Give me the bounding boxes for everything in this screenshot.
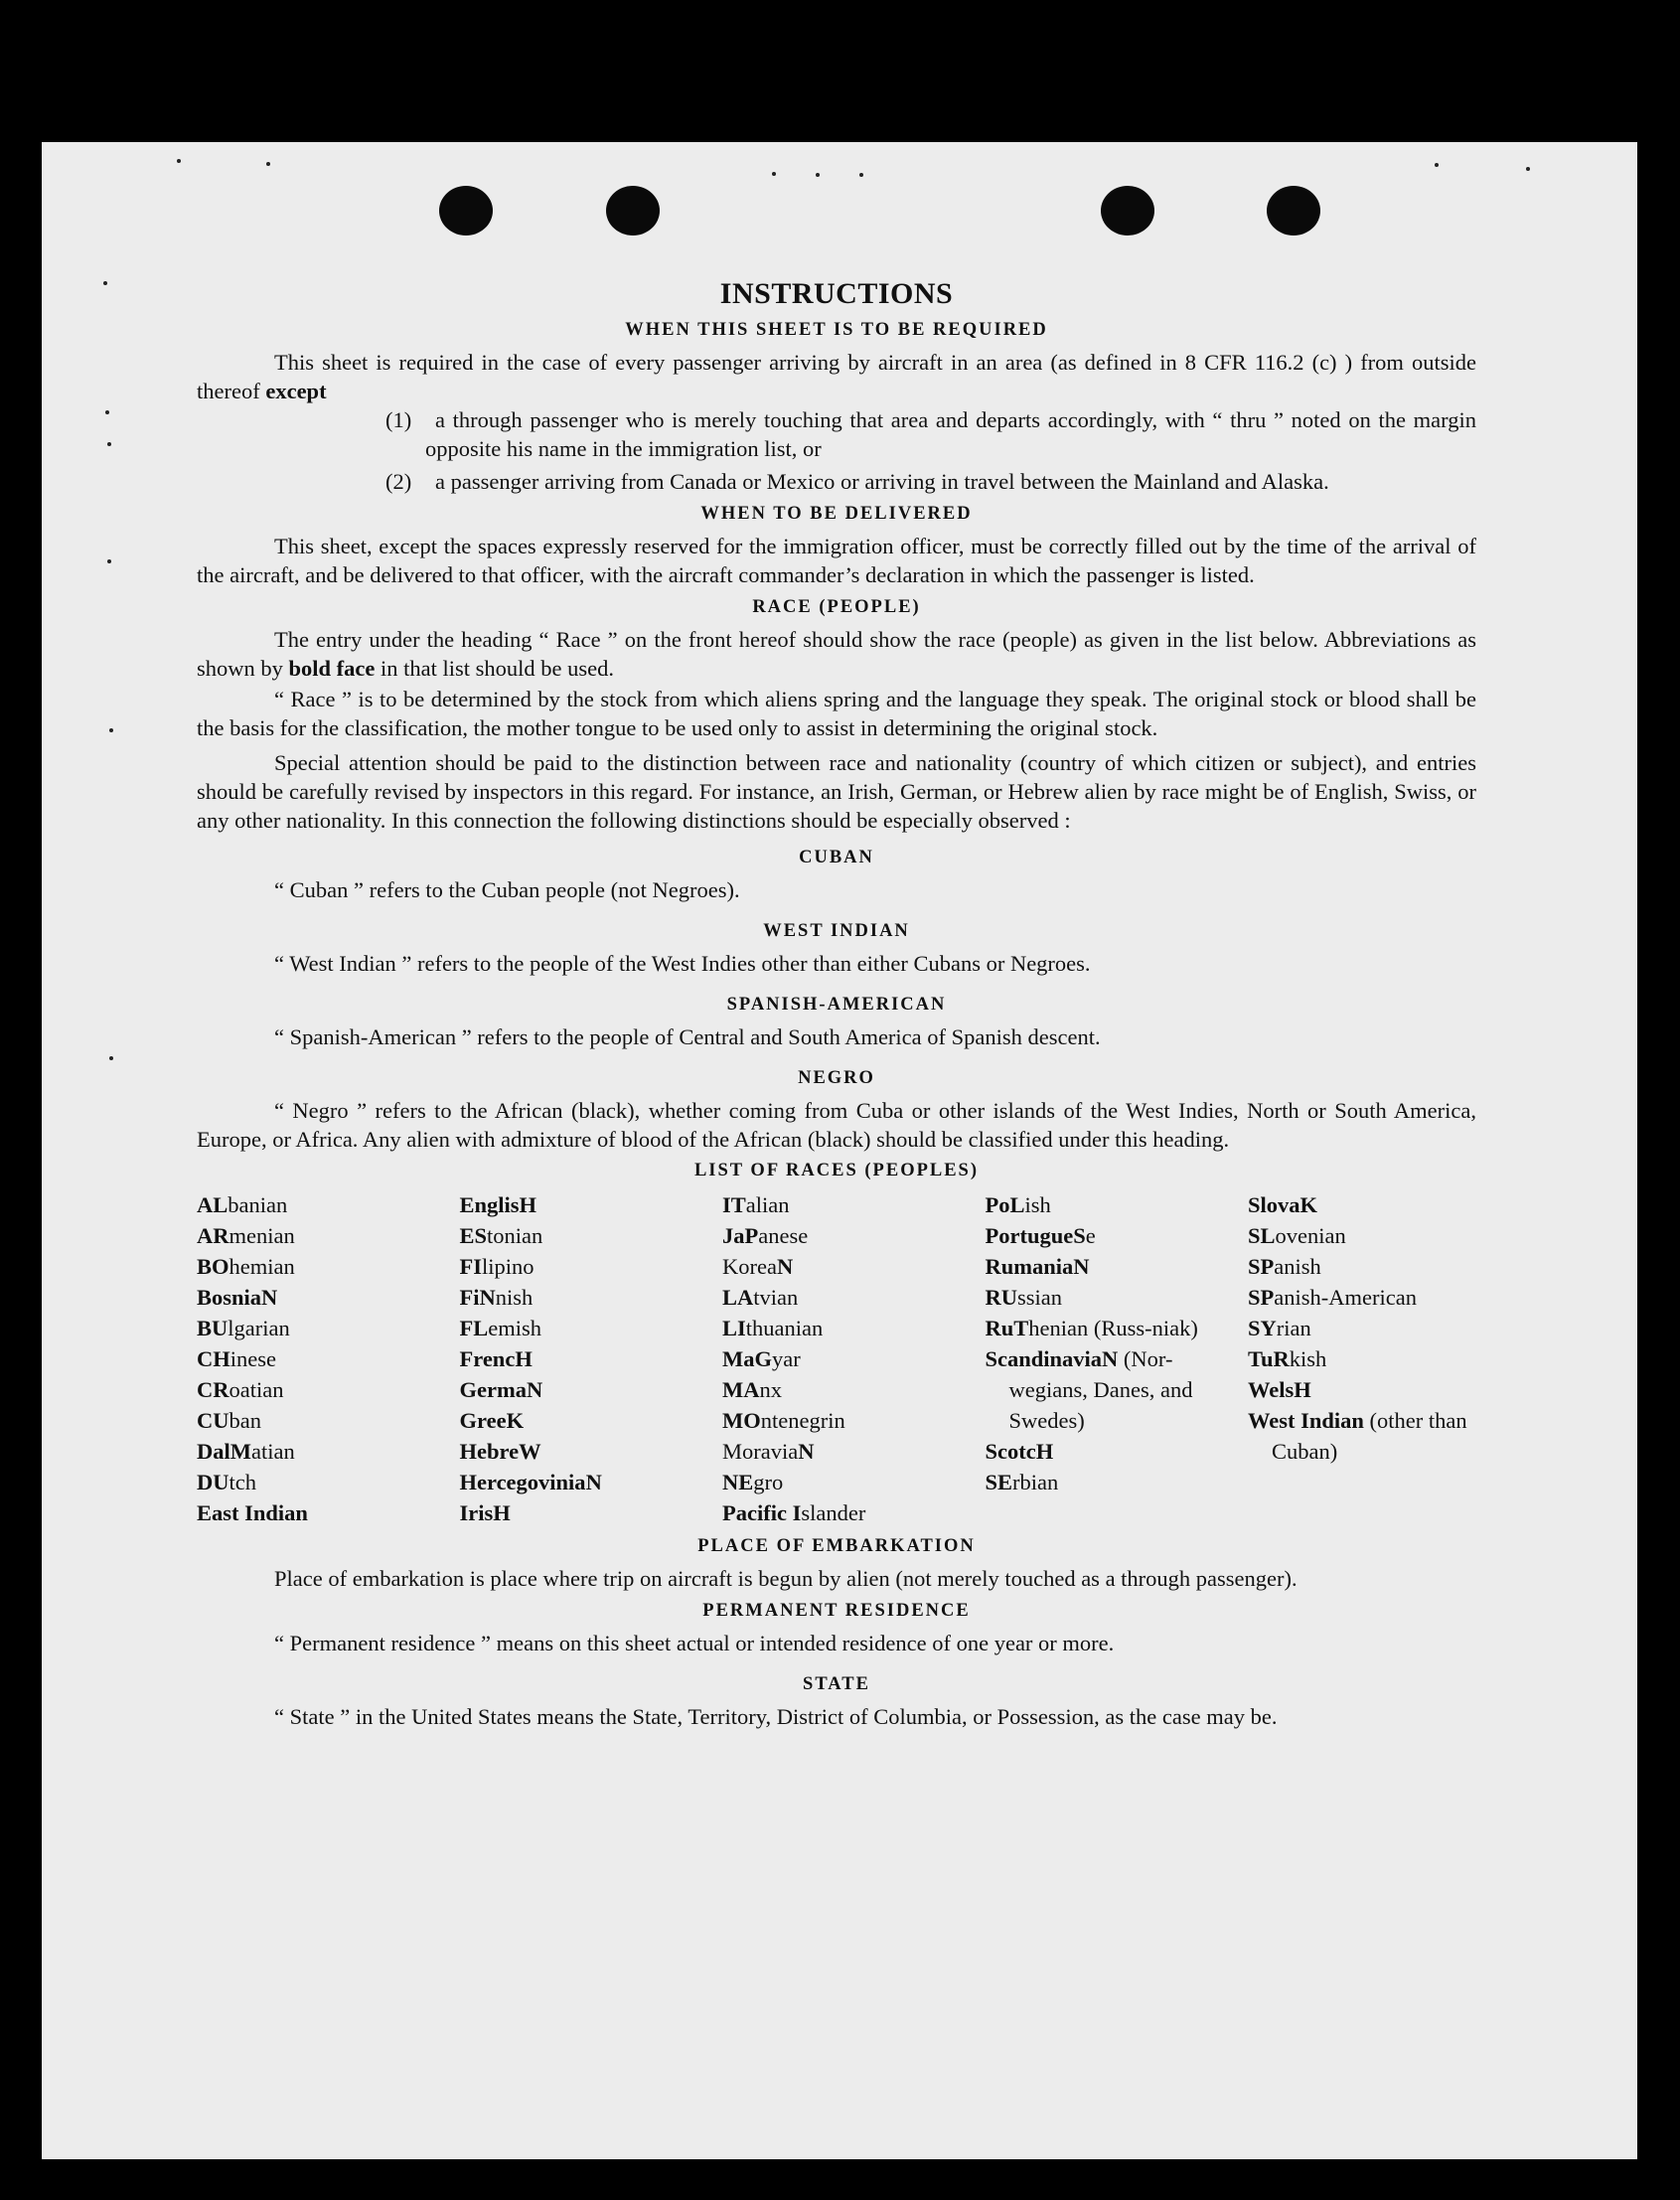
race-paragraph-1 bbox=[197, 625, 1476, 683]
race-entry bbox=[986, 1220, 1214, 1251]
race-abbrev: H bbox=[493, 1500, 511, 1525]
race-rest: lipino bbox=[482, 1254, 535, 1279]
race-entry bbox=[460, 1343, 688, 1374]
section-heading-required: WHEN THIS SHEET IS TO BE REQUIRED bbox=[625, 320, 1048, 340]
race-p1-bold: bold face bbox=[288, 656, 376, 681]
race-entry bbox=[986, 1436, 1214, 1467]
race-abbrev: BO bbox=[197, 1254, 229, 1279]
races-column bbox=[460, 1189, 688, 1528]
race-rest: emish bbox=[488, 1316, 542, 1340]
race-rest: lgarian bbox=[228, 1316, 290, 1340]
race-rest: banian bbox=[228, 1192, 288, 1217]
race-abbrev: CH bbox=[197, 1346, 230, 1371]
race-abbrev: Po bbox=[985, 1192, 1010, 1217]
race-rest: tvian bbox=[753, 1285, 799, 1310]
race-abbrev: N bbox=[479, 1285, 496, 1310]
item-number: (2) bbox=[385, 469, 412, 494]
races-column bbox=[1248, 1189, 1476, 1528]
race-rest: ssian bbox=[1017, 1285, 1062, 1310]
race-abbrev: CR bbox=[197, 1377, 229, 1402]
race-entry bbox=[986, 1282, 1214, 1313]
race-rest: (other than Cuban) bbox=[1272, 1408, 1467, 1464]
race-entry bbox=[197, 1313, 425, 1343]
race-rest: e bbox=[1085, 1223, 1096, 1248]
item-number: (1) bbox=[385, 407, 412, 432]
race-paragraph-3: Special attention should be paid to the distinction between race and nationality (country of which citizen or subject), and entries should be carefully revised by inspectors in this regard. For instance, an Irish, German, or Hebrew alien by race might be of English, Swiss, or any other nationality. In this connection the following distinctions should be especially observed : bbox=[197, 750, 1476, 833]
race-rest: Moravia bbox=[722, 1439, 799, 1464]
race-entry bbox=[1248, 1282, 1476, 1313]
race-entry bbox=[1248, 1343, 1476, 1374]
race-entry bbox=[197, 1436, 425, 1467]
race-entry bbox=[1248, 1374, 1476, 1405]
race-abbrev: G bbox=[754, 1346, 773, 1371]
item-text: a passenger arriving from Canada or Mexico or arriving in travel between the Mainland and Alaska. bbox=[435, 469, 1329, 494]
race-p1-text: The entry under the heading “ Race ” on the front hereof should show the race (people) as given in the list below. Abbreviations as shown by bbox=[197, 627, 1476, 681]
race-entry bbox=[460, 1405, 688, 1436]
race-abbrev: LA bbox=[722, 1285, 754, 1310]
race-entry bbox=[460, 1467, 688, 1497]
document-sheet bbox=[42, 142, 1637, 2159]
race-abbrev: Tu bbox=[1248, 1346, 1274, 1371]
cuban-text: “ Cuban ” refers to the Cuban people (not Negroes). bbox=[274, 877, 740, 902]
race-entry bbox=[197, 1189, 425, 1220]
race-abbrev: LI bbox=[722, 1316, 746, 1340]
race-p1-text-end: in that list should be used. bbox=[381, 656, 615, 681]
race-rest: rian bbox=[1276, 1316, 1311, 1340]
race-rest: thuanian bbox=[745, 1316, 824, 1340]
race-entry bbox=[722, 1374, 951, 1405]
punch-hole bbox=[1267, 186, 1320, 236]
race-entry bbox=[722, 1436, 951, 1467]
race-abbrev: Ma bbox=[722, 1346, 755, 1371]
negro-text: “ Negro ” refers to the African (black), whether coming from Cuba or other islands of the West Indies, North or South America, Europe, or Africa. Any alien with admixture of blood of the African (black) should be classified under this heading. bbox=[197, 1098, 1476, 1152]
race-entry bbox=[722, 1405, 951, 1436]
race-abbrev: MO bbox=[722, 1408, 761, 1433]
race-abbrev: AR bbox=[197, 1223, 229, 1248]
race-abbrev: Rumania bbox=[985, 1254, 1074, 1279]
section-heading-state: STATE bbox=[803, 1674, 870, 1694]
race-rest: slander bbox=[801, 1500, 866, 1525]
section-heading-spanish-american: SPANISH-AMERICAN bbox=[726, 995, 947, 1015]
speck bbox=[107, 559, 111, 563]
race-entry bbox=[197, 1343, 425, 1374]
race-abbrev: Englis bbox=[459, 1192, 520, 1217]
race-entry bbox=[986, 1189, 1214, 1220]
race-abbrev: FI bbox=[459, 1254, 482, 1279]
list-of-races-heading: LIST OF RACES (PEOPLES) bbox=[693, 1161, 980, 1180]
race-abbrev: East Indian bbox=[197, 1500, 308, 1525]
west-indian-text: “ West Indian ” refers to the people of the West Indies other than either Cubans or Negroes. bbox=[274, 951, 1091, 976]
required-item-1 bbox=[197, 405, 1476, 463]
race-entry bbox=[197, 1251, 425, 1282]
speck bbox=[266, 162, 270, 166]
race-abbrev: Slova bbox=[1248, 1192, 1300, 1217]
speck bbox=[816, 173, 820, 177]
race-abbrev: N bbox=[776, 1254, 794, 1279]
section-heading-embarkation: PLACE OF EMBARKATION bbox=[697, 1536, 976, 1556]
race-abbrev: SL bbox=[1248, 1223, 1276, 1248]
speck bbox=[103, 281, 107, 285]
race-abbrev: AL bbox=[197, 1192, 229, 1217]
race-rest: tch bbox=[229, 1470, 256, 1494]
page-title: INSTRUCTIONS bbox=[719, 277, 954, 310]
race-abbrev: SY bbox=[1248, 1316, 1277, 1340]
race-entry bbox=[722, 1497, 951, 1528]
race-entry bbox=[722, 1251, 951, 1282]
race-rest: alian bbox=[745, 1192, 790, 1217]
race-abbrev: Ru bbox=[985, 1316, 1014, 1340]
section-heading-negro: NEGRO bbox=[798, 1068, 875, 1088]
race-entry bbox=[1248, 1405, 1476, 1467]
required-item-2 bbox=[197, 467, 1476, 496]
race-entry bbox=[986, 1343, 1214, 1436]
race-abbrev: N bbox=[798, 1439, 815, 1464]
race-abbrev: ES bbox=[459, 1223, 488, 1248]
race-rest: hemian bbox=[229, 1254, 295, 1279]
race-abbrev: N bbox=[1102, 1346, 1119, 1371]
race-abbrev: S bbox=[1073, 1223, 1086, 1248]
race-abbrev: P bbox=[744, 1223, 759, 1248]
section-heading-residence: PERMANENT RESIDENCE bbox=[702, 1601, 971, 1621]
race-entry bbox=[197, 1374, 425, 1405]
speck bbox=[772, 172, 776, 176]
speck bbox=[859, 173, 863, 177]
speck bbox=[1435, 163, 1439, 167]
race-entry bbox=[460, 1497, 688, 1528]
race-rest: Korea bbox=[722, 1254, 777, 1279]
race-entry bbox=[722, 1282, 951, 1313]
race-abbrev: NE bbox=[722, 1470, 754, 1494]
race-entry bbox=[197, 1282, 425, 1313]
race-abbrev: SP bbox=[1248, 1285, 1275, 1310]
speck bbox=[107, 442, 111, 446]
race-entry bbox=[197, 1497, 425, 1528]
race-abbrev: Ja bbox=[722, 1223, 745, 1248]
races-list bbox=[197, 1189, 1476, 1528]
race-abbrev: T bbox=[1013, 1316, 1029, 1340]
race-rest: gro bbox=[753, 1470, 784, 1494]
required-intro-bold: except bbox=[265, 379, 327, 403]
race-entry bbox=[460, 1282, 688, 1313]
state-text: “ State ” in the United States means the State, Territory, District of Columbia, or Possession, as the case may be. bbox=[274, 1704, 1278, 1729]
race-entry bbox=[1248, 1189, 1476, 1220]
race-abbrev: SE bbox=[985, 1470, 1013, 1494]
race-abbrev: H bbox=[1035, 1439, 1054, 1464]
race-abbrev: H bbox=[1294, 1377, 1311, 1402]
race-paragraph-2: “ Race ” is to be determined by the stock from which aliens spring and the language they speak. The original stock or blood shall be the basis for the classification, the mother tongue to be used only to assist in determining the original stock. bbox=[197, 687, 1476, 740]
race-entry bbox=[197, 1467, 425, 1497]
races-column bbox=[986, 1189, 1214, 1528]
race-entry bbox=[722, 1343, 951, 1374]
race-abbrev: H bbox=[515, 1346, 533, 1371]
section-heading-west-indian: WEST INDIAN bbox=[763, 921, 910, 941]
race-entry bbox=[460, 1313, 688, 1343]
race-abbrev: IT bbox=[722, 1192, 746, 1217]
section-heading-race: RACE (PEOPLE) bbox=[752, 597, 921, 617]
race-entry bbox=[1248, 1313, 1476, 1343]
race-abbrev: MA bbox=[722, 1377, 760, 1402]
race-abbrev: L bbox=[1009, 1192, 1025, 1217]
race-abbrev: Dal bbox=[197, 1439, 230, 1464]
race-rest: anish-American bbox=[1274, 1285, 1417, 1310]
race-entry bbox=[986, 1467, 1214, 1497]
race-abbrev: Frenc bbox=[459, 1346, 516, 1371]
race-abbrev: N bbox=[261, 1285, 278, 1310]
speck bbox=[105, 410, 109, 414]
race-rest: ish bbox=[1024, 1192, 1051, 1217]
race-rest: tonian bbox=[487, 1223, 543, 1248]
race-rest: kish bbox=[1289, 1346, 1327, 1371]
race-abbrev: H bbox=[519, 1192, 537, 1217]
race-abbrev: M bbox=[229, 1439, 251, 1464]
race-entry bbox=[722, 1189, 951, 1220]
race-entry bbox=[722, 1220, 951, 1251]
race-abbrev: West Indian bbox=[1248, 1408, 1364, 1433]
race-abbrev: N bbox=[1073, 1254, 1090, 1279]
race-entry bbox=[460, 1220, 688, 1251]
race-abbrev: DU bbox=[197, 1470, 229, 1494]
race-abbrev: Bosnia bbox=[197, 1285, 262, 1310]
delivered-text: This sheet, except the spaces expressly reserved for the immigration officer, must be correctly filled out by the time of the arrival of the aircraft, and be delivered to that officer, with the aircraft commander’s declaration in which the passenger is listed. bbox=[197, 534, 1476, 587]
race-abbrev: SP bbox=[1248, 1254, 1275, 1279]
instructions-body bbox=[197, 276, 1476, 1731]
race-abbrev: RU bbox=[985, 1285, 1017, 1310]
race-abbrev: Hebre bbox=[459, 1439, 520, 1464]
race-rest: atian bbox=[251, 1439, 295, 1464]
race-entry bbox=[986, 1251, 1214, 1282]
race-entry bbox=[460, 1189, 688, 1220]
race-abbrev: Iris bbox=[459, 1500, 494, 1525]
race-abbrev: R bbox=[1273, 1346, 1290, 1371]
race-rest: oatian bbox=[229, 1377, 284, 1402]
race-rest: nx bbox=[759, 1377, 782, 1402]
race-rest: ntenegrin bbox=[760, 1408, 845, 1433]
race-abbrev: Hercegovinia bbox=[459, 1470, 586, 1494]
race-abbrev: Portugue bbox=[985, 1223, 1074, 1248]
race-abbrev: K bbox=[1299, 1192, 1318, 1217]
race-rest: (Nor-wegians, Danes, and Swedes) bbox=[1008, 1346, 1193, 1433]
race-entry bbox=[722, 1313, 951, 1343]
speck bbox=[109, 1056, 113, 1060]
race-abbrev: BU bbox=[197, 1316, 229, 1340]
race-entry bbox=[1248, 1220, 1476, 1251]
race-abbrev: Gree bbox=[459, 1408, 507, 1433]
punch-hole bbox=[1101, 186, 1154, 236]
race-rest: ban bbox=[229, 1408, 261, 1433]
race-abbrev: Scotc bbox=[985, 1439, 1036, 1464]
race-rest: nish bbox=[495, 1285, 534, 1310]
races-column bbox=[722, 1189, 951, 1528]
punch-hole bbox=[606, 186, 660, 236]
race-abbrev: Germa bbox=[459, 1377, 527, 1402]
race-rest: yar bbox=[772, 1346, 801, 1371]
races-column bbox=[197, 1189, 425, 1528]
race-entry bbox=[722, 1467, 951, 1497]
race-entry bbox=[460, 1251, 688, 1282]
race-abbrev: Pacific I bbox=[722, 1500, 802, 1525]
race-abbrev: CU bbox=[197, 1408, 229, 1433]
race-entry bbox=[197, 1405, 425, 1436]
required-intro-text: This sheet is required in the case of every passenger arriving by aircraft in an area (as defined in 8 CFR 116.2 (c) ) from outside thereof bbox=[197, 350, 1476, 403]
speck bbox=[177, 159, 181, 163]
race-rest: henian (Russ-niak) bbox=[1028, 1316, 1198, 1340]
race-entry bbox=[460, 1436, 688, 1467]
section-heading-delivered: WHEN TO BE DELIVERED bbox=[700, 504, 973, 524]
speck bbox=[109, 728, 113, 732]
residence-text: “ Permanent residence ” means on this sheet actual or intended residence of one year or more. bbox=[274, 1631, 1115, 1655]
embarkation-text: Place of embarkation is place where trip on aircraft is begun by alien (not merely touched as a through passenger). bbox=[274, 1566, 1298, 1591]
section-heading-cuban: CUBAN bbox=[799, 848, 874, 867]
race-rest: anish bbox=[1274, 1254, 1321, 1279]
race-rest: anese bbox=[758, 1223, 809, 1248]
speck bbox=[1526, 167, 1530, 171]
race-rest: ovenian bbox=[1275, 1223, 1346, 1248]
race-abbrev: Wels bbox=[1248, 1377, 1295, 1402]
race-abbrev: K bbox=[506, 1408, 525, 1433]
race-abbrev: Fi bbox=[459, 1285, 480, 1310]
race-abbrev: FL bbox=[459, 1316, 489, 1340]
race-rest: rbian bbox=[1012, 1470, 1059, 1494]
required-intro bbox=[197, 348, 1476, 405]
punch-hole bbox=[439, 186, 493, 236]
race-rest: menian bbox=[229, 1223, 295, 1248]
race-entry bbox=[197, 1220, 425, 1251]
race-abbrev: Scandinavia bbox=[985, 1346, 1103, 1371]
race-abbrev: W bbox=[519, 1439, 541, 1464]
race-rest: inese bbox=[229, 1346, 276, 1371]
race-entry bbox=[460, 1374, 688, 1405]
race-entry bbox=[1248, 1251, 1476, 1282]
race-abbrev: N bbox=[526, 1377, 543, 1402]
race-entry bbox=[986, 1313, 1214, 1343]
spanish-american-text: “ Spanish-American ” refers to the people of Central and South America of Spanish descent. bbox=[274, 1024, 1101, 1049]
item-text: a through passenger who is merely touching that area and departs accordingly, with “ thru ” noted on the margin opposite his name in the immigration list, or bbox=[425, 407, 1476, 461]
race-abbrev: N bbox=[585, 1470, 602, 1494]
